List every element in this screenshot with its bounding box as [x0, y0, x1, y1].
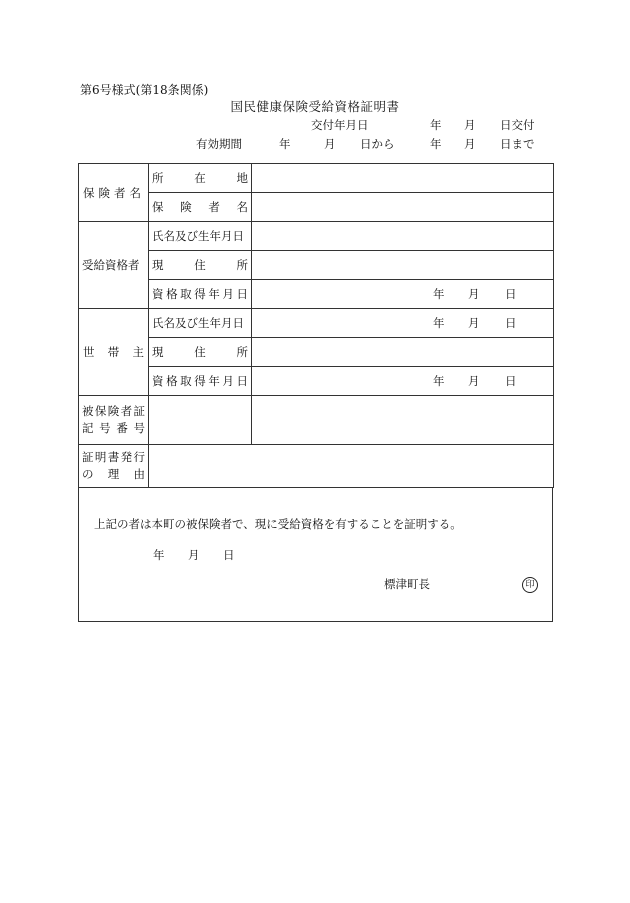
validity-label: 有効期間: [196, 137, 242, 151]
eligible-acquired-value[interactable]: [252, 280, 554, 309]
householder-name-birth-label: 氏名及び生年月日: [149, 309, 252, 338]
householder-name-birth-value[interactable]: [252, 309, 554, 338]
seal-icon: 印: [522, 577, 538, 593]
householder-acquired-label: 資 格 取 得 年 月 日: [149, 367, 252, 396]
document-title: 国民健康保険受給資格証明書: [230, 99, 400, 114]
insured-card-symbol-value[interactable]: [149, 396, 252, 445]
householder-birth-year: 年: [433, 316, 445, 330]
statement-day: 日: [223, 548, 235, 562]
eligible-acquired-row: [79, 280, 554, 309]
insured-card-row: [79, 396, 554, 445]
statement-year: 年: [153, 548, 165, 562]
statement-month: 月: [188, 548, 200, 562]
eligible-address-value[interactable]: [252, 251, 554, 280]
insurer-category: 保 険 者 名: [83, 185, 141, 200]
insurer-name-label: 保 険 者 名: [149, 193, 252, 222]
eligible-acquired-label: 資 格 取 得 年 月 日: [149, 280, 252, 309]
form-number: 第6号様式(第18条関係): [80, 83, 209, 97]
validity-to-month: 月: [464, 137, 476, 151]
householder-acquired-year: 年: [433, 374, 445, 388]
eligible-address-row: [79, 251, 554, 280]
insurer-name-value[interactable]: [252, 193, 554, 222]
statement-text: 上記の者は本町の被保険者で、現に受給資格を有することを証明する。: [94, 517, 462, 531]
validity-to-year: 年: [430, 137, 442, 151]
issue-month-label: 月: [464, 118, 476, 132]
eligible-address-label: 現 住 所: [149, 251, 252, 280]
householder-category-cell: [79, 309, 149, 396]
insurer-category-cell: [79, 164, 149, 222]
insurer-address-value[interactable]: [252, 164, 554, 193]
insurer-address-label: 所 在 地: [149, 164, 252, 193]
householder-address-row: [79, 338, 554, 367]
householder-acquired-day: 日: [505, 374, 517, 388]
insured-card-number-value[interactable]: [252, 396, 554, 445]
certificate-table: [78, 163, 554, 488]
reason-label: 証 明 書 発 行 の 理 由: [79, 445, 149, 488]
householder-acquired-month: 月: [468, 374, 480, 388]
eligible-category-cell: [79, 222, 149, 309]
validity-from-month: 月: [324, 137, 336, 151]
householder-name-row: [79, 309, 554, 338]
householder-acquired-value[interactable]: [252, 367, 554, 396]
householder-address-value[interactable]: [252, 338, 554, 367]
issue-date-label: 交付年月日: [311, 118, 369, 132]
eligible-name-birth-value[interactable]: [252, 222, 554, 251]
validity-to-day: 日まで: [500, 137, 535, 151]
issue-year-label: 年: [430, 118, 442, 132]
validity-from-year: 年: [279, 137, 291, 151]
reason-value[interactable]: [149, 445, 554, 488]
householder-birth-day: 日: [505, 316, 517, 330]
eligible-name-row: [79, 222, 554, 251]
householder-acquired-row: [79, 367, 554, 396]
householder-birth-month: 月: [468, 316, 480, 330]
reason-row: [79, 445, 554, 488]
eligible-acquired-month: 月: [468, 287, 480, 301]
issue-day-label: 日交付: [500, 118, 535, 132]
eligible-acquired-day: 日: [505, 287, 517, 301]
householder-address-label: 現 住 所: [149, 338, 252, 367]
validity-from-day: 日から: [360, 137, 395, 151]
insured-card-label: 被 保 険 者 証 記 号 番 号: [79, 396, 149, 445]
eligible-acquired-year: 年: [433, 287, 445, 301]
insurer-address-row: [79, 164, 554, 193]
householder-category: 世 帯 主: [83, 345, 144, 359]
statement-box: [78, 487, 553, 622]
eligible-category: 受給資格者: [82, 258, 140, 272]
insurer-name-row: [79, 193, 554, 222]
eligible-name-birth-label: 氏名及び生年月日: [149, 222, 252, 251]
issuer-name: 標津町長: [384, 577, 430, 591]
